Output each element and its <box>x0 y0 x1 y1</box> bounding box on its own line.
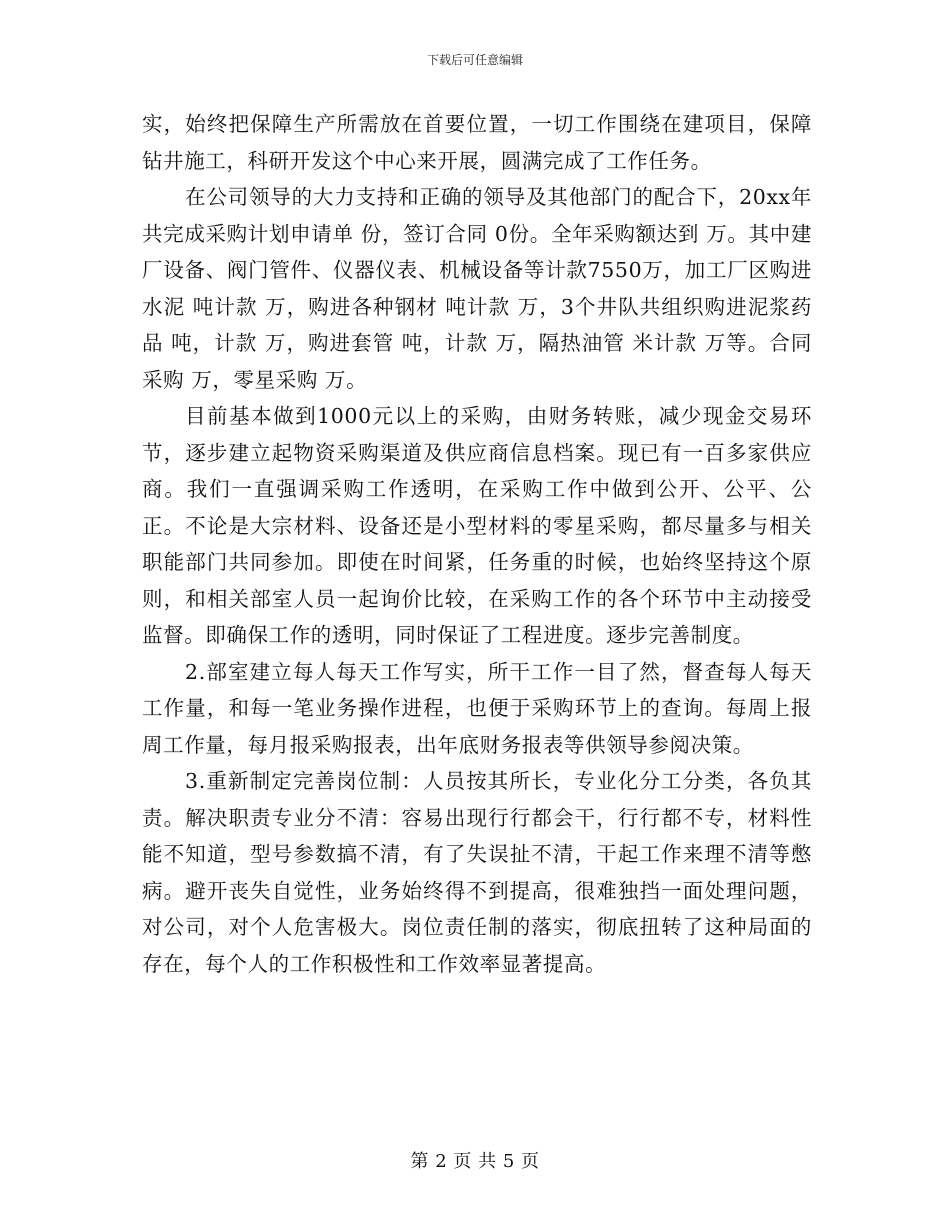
page-footer <box>0 1150 950 1174</box>
paragraph-transparency: 目前基本做到1000元以上的采购，由财务转账，减少现金交易环节，逐步建立起物资采购渠道及供应商信息档案。现已有一百多家供应商。我们一直强调采购工作透明，在采购工作中做到公开、公平、公正。不论是大宗材料、设备还是小型材料的零星采购，都尽量多与相关职能部门共同参加。即使在时间紧，任务重的时候，也始终坚持这个原则，和相关部室人员一起询价比较，在采购工作的各个环节中主动接受监督。即确保工作的透明，同时保证了工程进度。逐步完善制度。 <box>142 404 812 647</box>
page-header: 下载后可任意编辑 <box>426 53 523 67</box>
paragraph-procurement-summary: 在公司领导的大力支持和正确的领导及其他部门的配合下，20xx年共完成采购计划申请单 份，签订合同 0份。全年采购额达到 万。其中建厂设备、阀门管件、仪器仪表、机械设备等计款7550万，加工厂区购进水泥 吨计款 万，购进各种钢材 吨计款 万，3个井队共组织购进泥浆药品 吨，计款 万，购进套管 吨，计款 万，隔热油管 米计款 万等。合同采购 万，零星采购 万。 <box>142 185 812 392</box>
paragraph-daily-work-record: 2.部室建立每人每天工作写实，所干工作一目了然，督查每人每天工作量，和每一笔业务操作进程，也便于采购环节上的查询。每周上报周工作量，每月报采购报表，出年底财务报表等供领导参阅决策。 <box>142 659 812 757</box>
paragraph-continuation: 实，始终把保障生产所需放在首要位置，一切工作围绕在建项目，保障钻井施工，科研开发这个中心来开展，圆满完成了工作任务。 <box>142 112 812 173</box>
paragraph-post-responsibility: 3.重新制定完善岗位制：人员按其所长，专业化分工分类，各负其责。解决职责专业分不清：容易出现行行都会干，行行都不专，材料性能不知道，型号参数搞不清，有了失误扯不清，干起工作来理不清等憋病。避开丧失自觉性，业务始终得不到提高，很难独挡一面处理问题，对公司，对个人危害极大。岗位责任制的落实，彻底扭转了这种局面的存在，每个人的工作积极性和工作效率显著提高。 <box>142 769 812 976</box>
document-body <box>142 106 812 982</box>
page-number: 第 2 页 共 5 页 <box>410 1151 540 1172</box>
